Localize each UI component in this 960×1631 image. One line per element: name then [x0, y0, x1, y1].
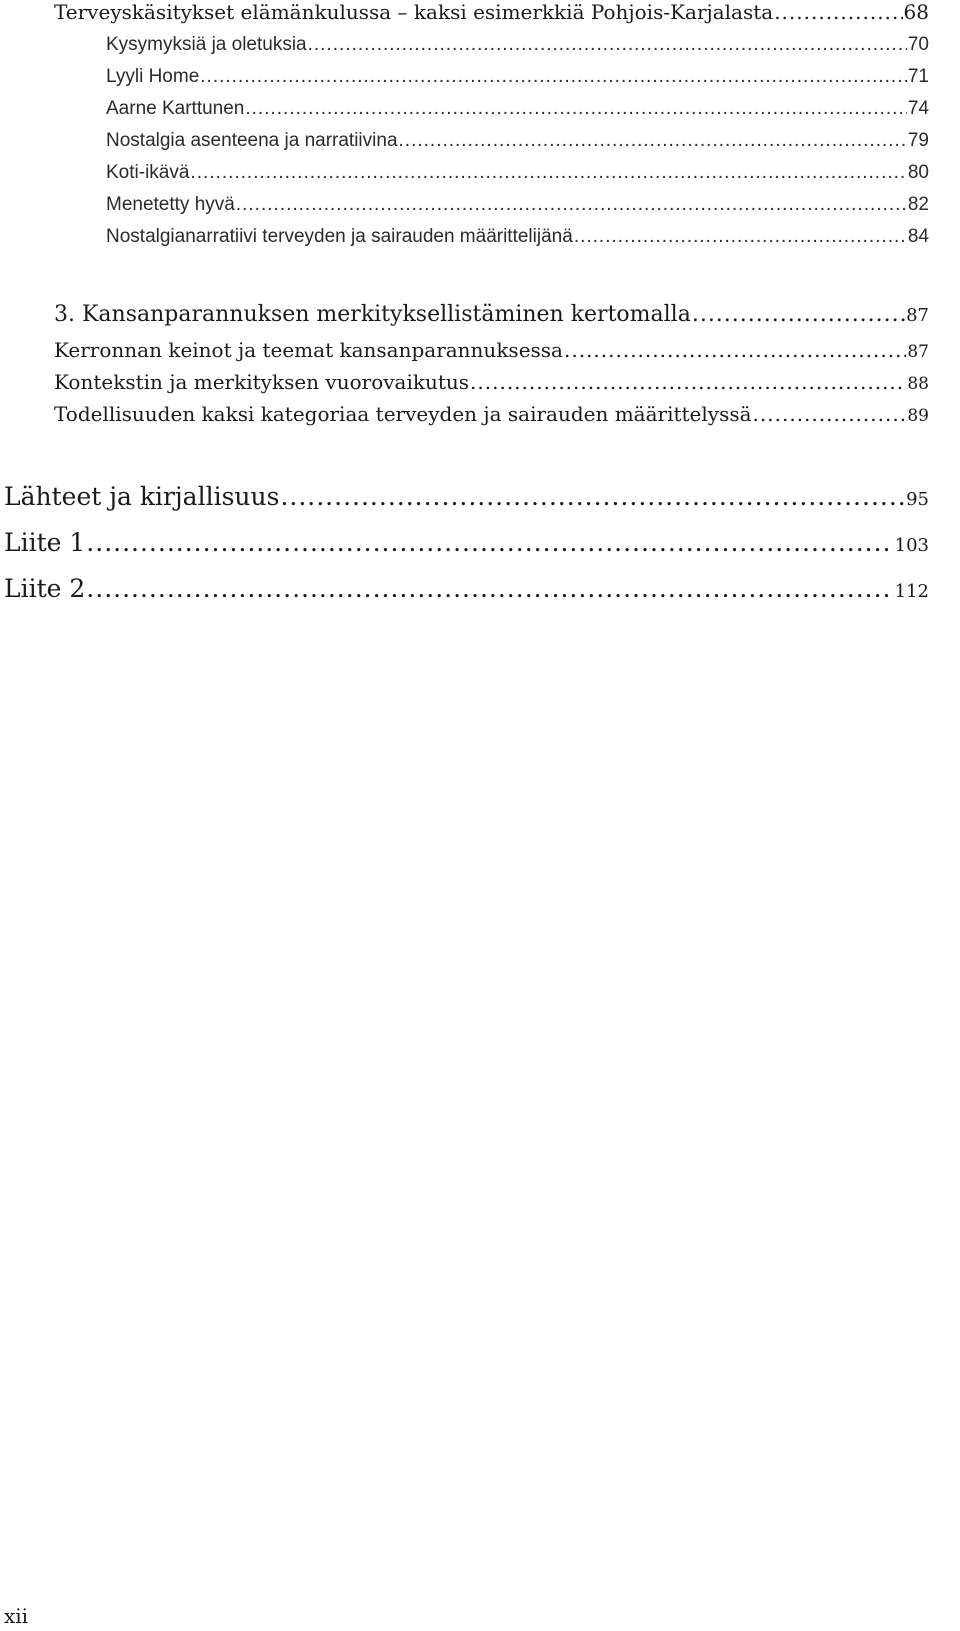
dot-leader: [86, 574, 893, 603]
dot-leader: [574, 226, 907, 248]
toc-entry-page: 87: [907, 342, 929, 362]
toc-entry-label: 3. Kansanparannuksen merkityksellistäminen kertomalla: [54, 302, 691, 327]
toc-entry-label: Nostalgianarratiivi terveyden ja sairauden määrittelijänä: [106, 226, 573, 247]
toc-entry-label: Liite 1: [4, 528, 86, 557]
dot-leader: [245, 98, 906, 120]
dot-leader: [280, 482, 905, 511]
toc-entry-back-matter[interactable]: [4, 528, 929, 557]
dot-leader: [200, 66, 907, 88]
dot-leader: [753, 402, 907, 426]
toc-entry-label: Liite 2: [4, 574, 86, 603]
toc-entry-subsection[interactable]: [106, 34, 929, 56]
dot-leader: [236, 194, 907, 216]
toc-entry-page: 79: [907, 130, 929, 151]
toc-entry-page: 68: [903, 0, 929, 24]
toc-entry-subsection[interactable]: [106, 66, 929, 88]
toc-entry-label: Kysymyksiä ja oletuksia: [106, 34, 307, 55]
dot-leader: [774, 0, 902, 24]
toc-entry-page: 71: [907, 66, 929, 87]
toc-entry-page: 89: [907, 406, 929, 426]
toc-entry-label: Terveyskäsitykset elämänkulussa – kaksi esimerkkiä Pohjois-Karjalasta: [54, 0, 774, 24]
toc-entry-back-matter[interactable]: [4, 574, 929, 603]
toc-entry-page: 82: [907, 194, 929, 215]
toc-entry-page: 103: [894, 535, 929, 556]
toc-entry-subsection[interactable]: [106, 98, 929, 120]
page-number: xii: [4, 1604, 29, 1628]
toc-entry-label: Menetetty hyvä: [106, 194, 235, 215]
dot-leader: [692, 302, 905, 327]
toc-entry-page: 112: [894, 581, 929, 602]
toc-entry-page: 74: [907, 98, 929, 119]
dot-leader: [564, 338, 906, 362]
dot-leader: [470, 370, 906, 394]
toc-entry-back-matter[interactable]: [4, 482, 929, 511]
toc-entry-label: Nostalgia asenteena ja narratiivina: [106, 130, 398, 151]
dot-leader: [308, 34, 907, 56]
toc-entry-section[interactable]: [54, 338, 929, 362]
toc-entry-section[interactable]: [54, 0, 929, 24]
toc-entry-page: 95: [906, 489, 929, 510]
toc-entry-page: 70: [907, 34, 929, 55]
toc-entry-section[interactable]: [54, 402, 929, 426]
toc-entry-page: 88: [907, 374, 929, 394]
toc-entry-label: Aarne Karttunen: [106, 98, 245, 119]
dot-leader: [190, 162, 906, 184]
toc-entry-subsection[interactable]: [106, 194, 929, 216]
toc-entry-subsection[interactable]: [106, 130, 929, 152]
toc-entry-subsection[interactable]: [106, 226, 929, 248]
toc-entry-label: Kontekstin ja merkityksen vuorovaikutus: [54, 370, 470, 394]
toc-entry-subsection[interactable]: [106, 162, 929, 184]
toc-entry-label: Kerronnan keinot ja teemat kansanparannuksessa: [54, 338, 563, 362]
toc-entry-label: Todellisuuden kaksi kategoriaa terveyden ja sairauden määrittelyssä: [54, 402, 752, 426]
toc-entry-label: Koti-ikävä: [106, 162, 190, 183]
toc-entry-chapter[interactable]: [54, 302, 929, 327]
dot-leader: [399, 130, 907, 152]
toc-entry-label: Lyyli Home: [106, 66, 200, 87]
toc-entry-page: 84: [907, 226, 929, 247]
toc-entry-section[interactable]: [54, 370, 929, 394]
dot-leader: [86, 528, 893, 557]
toc-entry-page: 87: [906, 305, 929, 326]
toc-entry-page: 80: [907, 162, 929, 183]
toc-entry-label: Lähteet ja kirjallisuus: [4, 482, 280, 511]
